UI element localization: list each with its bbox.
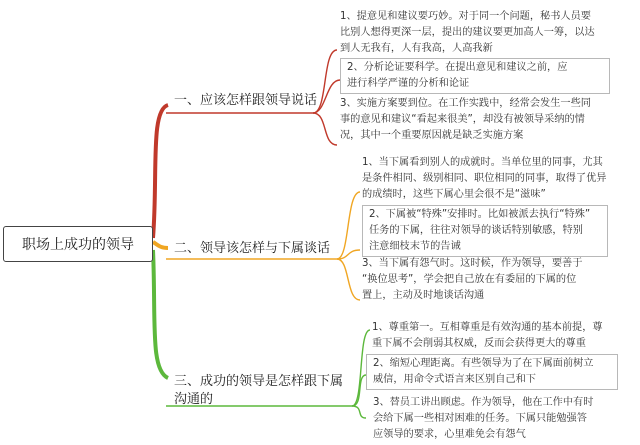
branch-3-label-line-1: 三、成功的领导是怎样跟下属 [174, 374, 344, 389]
branch-1-item-1[interactable] [340, 9, 638, 57]
branch-3-item-2[interactable] [366, 354, 618, 390]
branch-3-item-2-line-1: 2、缩短心理距离。有些领导为了在下属面前树立 [373, 358, 594, 369]
branch-1-label: 一、应该怎样跟领导说话 [174, 93, 318, 108]
branch-2-item-3-line-3: 置上，主动及时地谈话沟通 [362, 290, 485, 301]
branch-2-label: 二、领导该怎样与下属谈话 [174, 241, 331, 256]
branch-2-item-1[interactable] [362, 155, 638, 203]
branch-2-item-2[interactable] [362, 205, 608, 257]
branch-3-item-1-line-2: 重下属不会削弱其权威，反而会获得更大的尊重 [372, 338, 586, 349]
branch-1-item-1-line-1: 1、提意见和建议要巧妙。对于同一个问题，秘书人员要 [340, 11, 591, 22]
branch-1-item-2-line-2: 进行科学严谨的分析和论证 [347, 78, 470, 89]
branch-1-node[interactable] [174, 92, 317, 110]
branch-1-item-3-line-1: 3、实施方案要到位。在工作实践中，经常会发生一些同 [340, 98, 591, 109]
branch-3-item-1-line-1: 1、尊重第一。互相尊重是有效沟通的基本前提，尊 [372, 322, 603, 333]
root-node[interactable] [3, 226, 153, 262]
branch-1-item-3-line-2: 事的意见和建议“看起来很美”，却没有被领导采纳的情 [340, 114, 585, 125]
link-root-branch-3 [153, 250, 168, 378]
branch-2-item-1-line-1: 1、当下属看到别人的成就时。当单位里的同事，尤其 [362, 157, 603, 168]
branch-1-item-2-line-1: 2、分析论证要科学。在提出意见和建议之前，应 [347, 62, 568, 73]
link-root-branch-1 [153, 105, 168, 238]
link-b3-item-3 [352, 406, 366, 418]
branch-1-item-1-line-3: 到人无我有，人有我高，人高我新 [340, 43, 493, 54]
link-b1-item-3 [313, 113, 337, 145]
link-root-branch-2 [153, 242, 168, 248]
branch-1-item-3[interactable] [340, 96, 638, 144]
branch-2-item-3-line-2: “换位思考”，学会把自己放在有委屈的下属的位 [362, 274, 577, 285]
branch-2-node[interactable] [174, 240, 330, 258]
branch-3-item-3[interactable] [366, 393, 618, 445]
branch-3-label-line-2: 沟通的 [174, 392, 214, 407]
branch-3-item-2-line-2: 威信，用命令式语言来区别自己和下 [373, 374, 536, 385]
branch-2-item-2-line-3: 注意细枝末节的告诫 [369, 241, 461, 252]
link-b2-item-3 [337, 259, 360, 300]
branch-2-item-1-line-3: 的成绩时，这些下属心里会很不是“滋味” [362, 189, 546, 200]
branch-1-item-1-line-2: 比别人想得更深一层，提出的建议要更加高人一筹，以达 [340, 27, 595, 38]
branch-2-item-1-line-2: 是条件相同、级别相同、职位相同的同事，取得了优异 [362, 173, 607, 184]
branch-2-item-3[interactable] [362, 256, 638, 304]
branch-1-item-2[interactable] [340, 58, 610, 94]
branch-3-item-3-line-2: 会给下属一些相对困难的任务。下属只能勉强答 [373, 413, 587, 424]
branch-2-item-2-line-2: 任务的下属，往往对领导的谈话特别敏感，特别 [369, 225, 583, 236]
link-b1-item-2 [313, 80, 340, 113]
link-b2-item-1 [337, 192, 360, 259]
branch-2-item-2-line-1: 2、下属被“特殊”安排时。比如被派去执行“特殊” [369, 209, 591, 220]
root-label: 职场上成功的领导 [22, 237, 134, 253]
branch-3-node[interactable] [174, 373, 343, 409]
branch-3-item-1[interactable] [372, 320, 638, 352]
branch-1-item-3-line-3: 况，其中一个重要原因就是缺乏实施方案 [340, 130, 524, 141]
branch-3-item-3-line-1: 3、替员工讲出顾虑。作为领导，他在工作中有时 [373, 397, 594, 408]
branch-3-item-3-line-3: 应领导的要求，心里难免会有怨气 [373, 429, 526, 440]
branch-2-item-3-line-1: 3、当下属有怨气时。这时候，作为领导，要善于 [362, 258, 583, 269]
